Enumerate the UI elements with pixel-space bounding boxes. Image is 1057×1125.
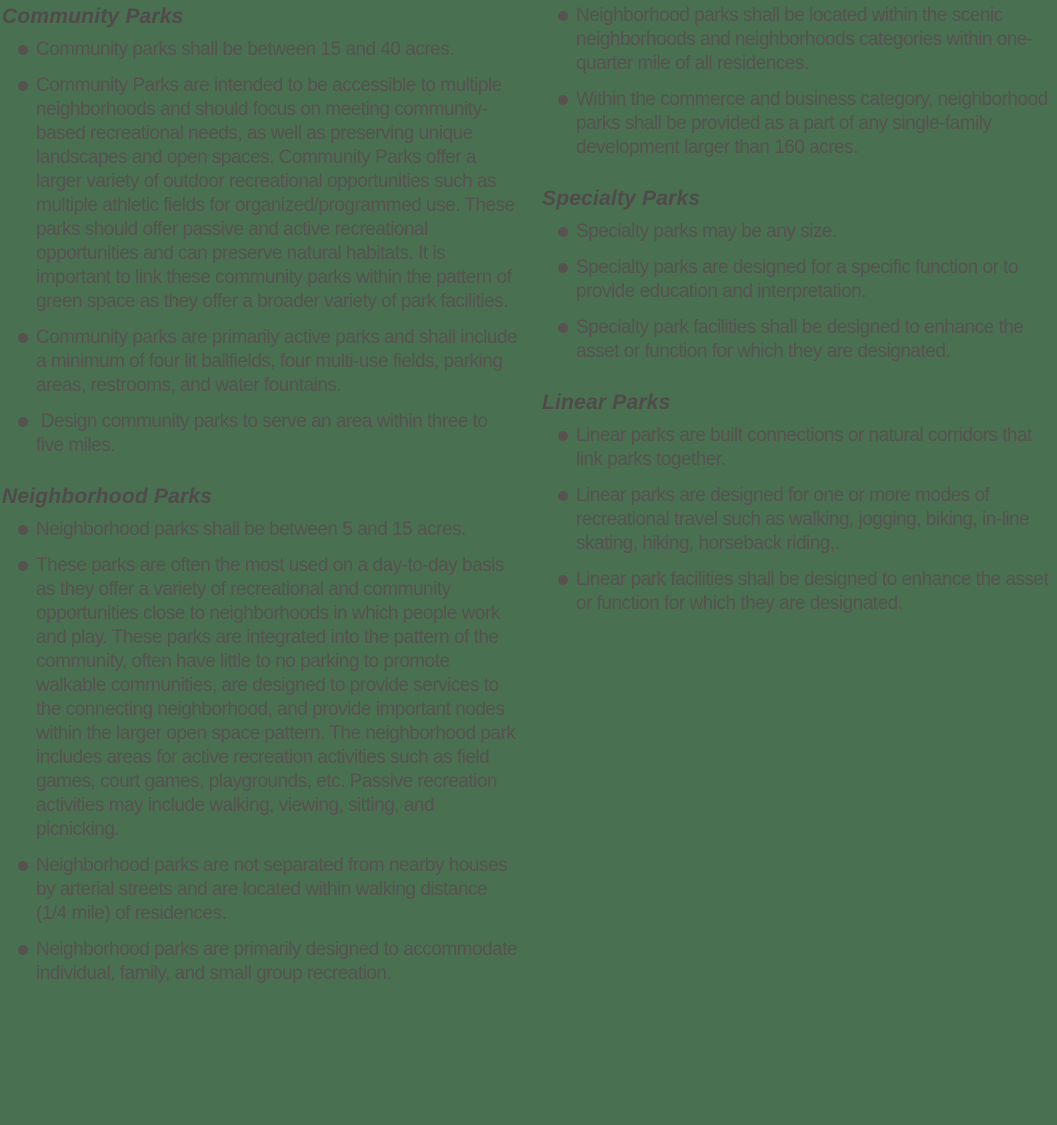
bullet-item xyxy=(2,74,518,314)
bullet-text: Specialty parks are designed for a specific function or to provide education and interpretation. xyxy=(576,257,1023,302)
bullet-list xyxy=(2,38,522,458)
section-neighborhood-parks xyxy=(2,484,522,986)
bullet-dot-icon xyxy=(18,417,28,427)
bullet-item xyxy=(542,4,1057,76)
section-community-parks xyxy=(2,4,522,458)
bullet-text: Within the commerce and business category, neighborhood parks shall be provided as a part of any single-family development larger than 160 acres. xyxy=(576,89,1053,158)
bullet-item xyxy=(542,220,1057,244)
bullet-item xyxy=(2,554,521,842)
section-title: Community Parks xyxy=(2,5,184,28)
bullet-text: Linear parks are built connections or natural corridors that link parks together. xyxy=(576,425,1037,470)
bullet-text: Community parks shall be between 15 and 40 acres. xyxy=(36,39,455,60)
section-linear-parks xyxy=(542,390,1057,616)
bullet-text: Neighborhood parks are not separated from nearby houses by arterial streets and are located within walking distance (1/4 mile) of residences. xyxy=(36,855,512,924)
bullet-dot-icon xyxy=(558,323,568,333)
right-column xyxy=(542,4,1057,998)
bullet-item xyxy=(542,568,1057,616)
section-title: Specialty Parks xyxy=(542,187,701,210)
bullet-text: Community parks are primarily active parks and shall include a minimum of four lit ballfields, four multi-use fields, parking areas, restrooms, and water fountains. xyxy=(36,327,522,396)
bullet-dot-icon xyxy=(18,945,28,955)
bullet-item xyxy=(542,316,1057,364)
section-title: Linear Parks xyxy=(542,391,671,414)
bullet-text: Community Parks are intended to be accessible to multiple neighborhoods and should focus on meeting community-based recreational needs, as well as preserving unique landscapes and open spaces. Community Parks offer a larger variety of outdoor recreational opportunities such as multiple athletic fields for organized/programmed use. These parks should offer passive and active recreational opportunities and can preserve natural habitats. It is important to link these community parks within the pattern of green space as they offer a broader variety of park facilities. xyxy=(36,75,520,312)
section-specialty-parks xyxy=(542,186,1057,364)
bullet-text: Neighborhood parks shall be located within the scenic neighborhoods and neighborhoods categories within one-quarter mile of all residences. xyxy=(576,5,1033,74)
bullet-dot-icon xyxy=(18,525,28,535)
bullet-item xyxy=(2,938,522,986)
bullet-text: Specialty park facilities shall be designed to enhance the asset or function for which they are designated. xyxy=(576,317,1029,362)
bullet-list xyxy=(542,424,1057,616)
bullet-list xyxy=(542,220,1057,364)
bullet-item xyxy=(542,424,1057,472)
bullet-dot-icon xyxy=(558,575,568,585)
left-column xyxy=(2,4,522,998)
bullet-item xyxy=(542,484,1057,556)
bullet-text: These parks are often the most used on a day-to-day basis as they offer a variety of recreational and community opportunities close to neighborhoods in which people work and play. These parks are integrated into the pattern of the community, often have little to no parking to promote walkable communities, are designed to provide services to the connecting neighborhood, and provide important nodes within the larger open space pattern. The neighborhood park includes areas for active recreation activities such as field games, court games, playgrounds, etc. Passive recreation activities may include walking, viewing, sitting, and picnicking. xyxy=(36,555,521,840)
bullet-text: Linear park facilities shall be designed to enhance the asset or function for which they are designated. xyxy=(576,569,1054,614)
section-title: Neighborhood Parks xyxy=(2,485,213,508)
bullet-text: Linear parks are designed for one or more modes of recreational travel such as walking, jogging, biking, in-line skating, hiking, horseback riding,. xyxy=(576,485,1034,554)
bullet-text: Design community parks to serve an area within three to five miles. xyxy=(36,411,493,456)
bullet-dot-icon xyxy=(18,81,28,91)
bullet-item xyxy=(542,88,1057,160)
bullet-item xyxy=(2,854,518,926)
bullet-dot-icon xyxy=(18,333,28,343)
bullet-dot-icon xyxy=(558,11,568,21)
bullet-text: Specialty parks may be any size. xyxy=(576,221,837,242)
bullet-dot-icon xyxy=(558,263,568,273)
bullet-dot-icon xyxy=(558,431,568,441)
bullet-item xyxy=(542,256,1057,304)
bullet-text: Neighborhood parks shall be between 5 and 15 acres. xyxy=(36,519,466,540)
bullet-text: Neighborhood parks are primarily designed to accommodate individual, family, and small group recreation. xyxy=(36,939,522,984)
bullet-dot-icon xyxy=(18,45,28,55)
bullet-item xyxy=(2,326,522,398)
bullet-dot-icon xyxy=(558,491,568,501)
section-neighborhood-parks-continued xyxy=(542,4,1057,160)
bullet-dot-icon xyxy=(558,227,568,237)
bullet-list xyxy=(2,518,522,986)
bullet-dot-icon xyxy=(18,561,28,571)
bullet-dot-icon xyxy=(18,861,28,871)
bullet-item xyxy=(2,38,518,62)
bullet-dot-icon xyxy=(558,95,568,105)
bullet-item xyxy=(2,518,518,542)
bullet-list xyxy=(542,4,1057,160)
bullet-item xyxy=(2,410,518,458)
